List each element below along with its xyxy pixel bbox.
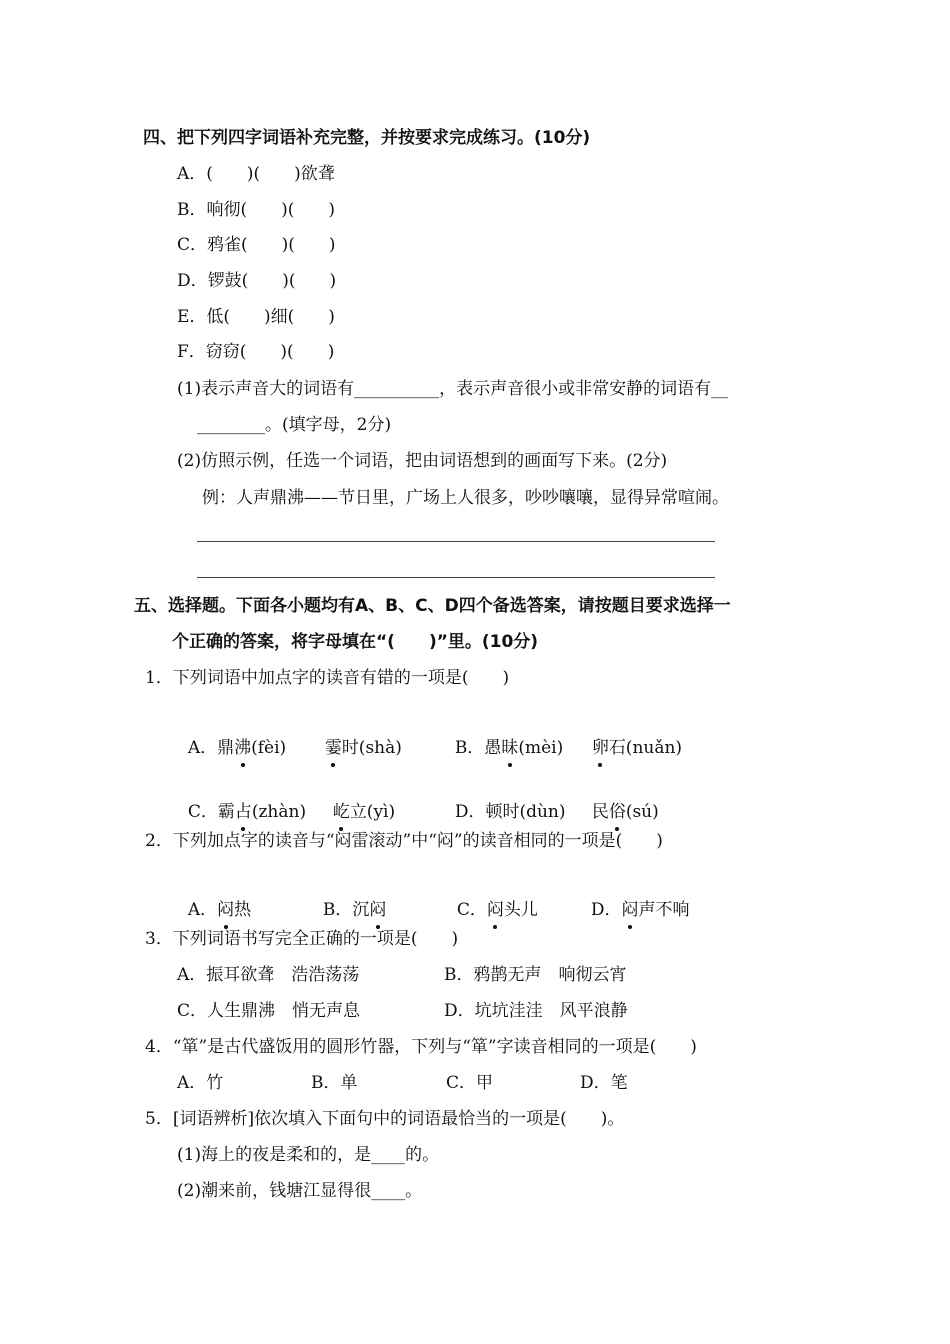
q2-option-d: [580, 874, 689, 922]
option-label: A．: [187, 900, 218, 920]
q4-option-d: D．笔: [580, 1073, 628, 1093]
section4-title: 四、把下列四字词语补充完整，并按要求完成练习。(10分): [143, 128, 591, 148]
section4-example: 例：人声鼎沸——节日里，广场上人很多，吵吵嚷嚷，显得异常喧闹。: [202, 488, 729, 508]
pinyin: (zhàn): [251, 802, 307, 822]
q1-stem: 1．下列词语中加点字的读音有错的一项是( ): [145, 668, 510, 688]
q5-sentence-1: (1)海上的夜是柔和的，是____的。: [177, 1145, 440, 1165]
word-text: 鼎: [217, 738, 235, 758]
dotted-char: 卵: [591, 738, 609, 758]
q4-option-b: B．单: [311, 1073, 358, 1093]
word-text: 头儿: [503, 900, 538, 920]
section4-item-a: A．( )( )欲聋: [177, 164, 335, 184]
pinyin: (mèi): [518, 738, 564, 758]
q4-option-a: A．竹: [177, 1073, 224, 1093]
dotted-char: 昧: [501, 738, 519, 758]
q1-option-a-word2: [314, 712, 402, 760]
dotted-char: 沸: [234, 738, 252, 758]
q1-option-d-word2: [581, 776, 659, 824]
q1-option-d: [444, 776, 566, 824]
q5-sentence-2: (2)潮来前，钱塘江显得很____。: [177, 1181, 423, 1201]
option-label: C．: [187, 802, 218, 822]
q1-option-a: [177, 712, 286, 760]
q3-stem: 3．下列词语书写完全正确的一项是( ): [145, 929, 459, 949]
q2-option-a: [177, 874, 251, 922]
pinyin: 立(yì): [349, 802, 396, 822]
section4-q1-line1: (1)表示声音大的词语有__________，表示声音很小或非常安静的词语有__: [177, 379, 729, 399]
section4-item-c: C．鸦雀( )( ): [177, 235, 336, 255]
section4-q1-line2: ________。(填字母，2分): [197, 415, 392, 435]
pinyin: 石(nuǎn): [608, 738, 683, 758]
section4-q2: (2)仿照示例，任选一个词语，把由词语想到的画面写下来。(2分): [177, 451, 668, 471]
option-label: A．: [187, 738, 218, 758]
section5-title-line2: 个正确的答案，将字母填在“( )”里。(10分): [172, 632, 539, 652]
section4-item-e: E．低( )细( ): [177, 307, 335, 327]
word-text: 沉: [352, 900, 370, 920]
dotted-char: 闷: [217, 900, 235, 920]
q2-option-b: [312, 874, 386, 922]
q3-option-d: D．坑坑洼洼 风平浪静: [444, 1001, 628, 1021]
pinyin: (sú): [625, 802, 659, 822]
word-text: 霸: [217, 802, 235, 822]
q1-option-b: [444, 712, 563, 760]
q3-option-c: C．人生鼎沸 悄无声息: [177, 1001, 361, 1021]
word-text: 愚: [484, 738, 502, 758]
word-text: 民: [591, 802, 609, 822]
dotted-char: 霎: [324, 738, 342, 758]
option-label: B．: [322, 900, 353, 920]
section4-item-b: B．响彻( )( ): [177, 200, 336, 220]
section4-item-d: D．锣鼓( )( ): [177, 271, 337, 291]
pinyin: (fèi): [251, 738, 287, 758]
answer-line-2: [197, 577, 715, 578]
option-label: D．: [590, 900, 622, 920]
dotted-char: 屹: [332, 802, 350, 822]
dotted-char: 闷: [621, 900, 639, 920]
dotted-char: 占: [234, 802, 252, 822]
word-text: 顿时: [485, 802, 520, 822]
dotted-char: 俗: [608, 802, 626, 822]
q1-option-c-word2: [322, 776, 395, 824]
answer-line-1: [197, 541, 715, 542]
pinyin: (dùn): [519, 802, 566, 822]
q2-option-c: [446, 874, 538, 922]
word-text: 声不响: [638, 900, 690, 920]
q4-stem: 4．“箪”是古代盛饭用的圆形竹器，下列与“箪”字读音相同的一项是( ): [145, 1037, 697, 1057]
pinyin: 时(shà): [341, 738, 402, 758]
section5-title-line1: 五、选择题。下面各小题均有A、B、C、D四个备选答案，请按题目要求选择一: [134, 596, 731, 616]
q1-option-c: [177, 776, 306, 824]
option-label: B．: [454, 738, 485, 758]
q2-stem: 2．下列加点字的读音与“闷雷滚动”中“闷”的读音相同的一项是( ): [145, 831, 663, 851]
q1-option-b-word2: [581, 712, 682, 760]
option-label: C．: [456, 900, 487, 920]
dotted-char: 闷: [369, 900, 387, 920]
q4-option-c: C．甲: [446, 1073, 494, 1093]
q5-stem: 5．[词语辨析]依次填入下面句中的词语最恰当的一项是( )。: [145, 1109, 625, 1129]
option-label: D．: [454, 802, 486, 822]
q3-option-b: B．鸦鹊无声 响彻云宵: [444, 965, 627, 985]
section4-item-f: F．窃窃( )( ): [177, 342, 335, 362]
word-text: 热: [234, 900, 252, 920]
q3-option-a: A．振耳欲聋 浩浩荡荡: [177, 965, 360, 985]
dotted-char: 闷: [486, 900, 504, 920]
